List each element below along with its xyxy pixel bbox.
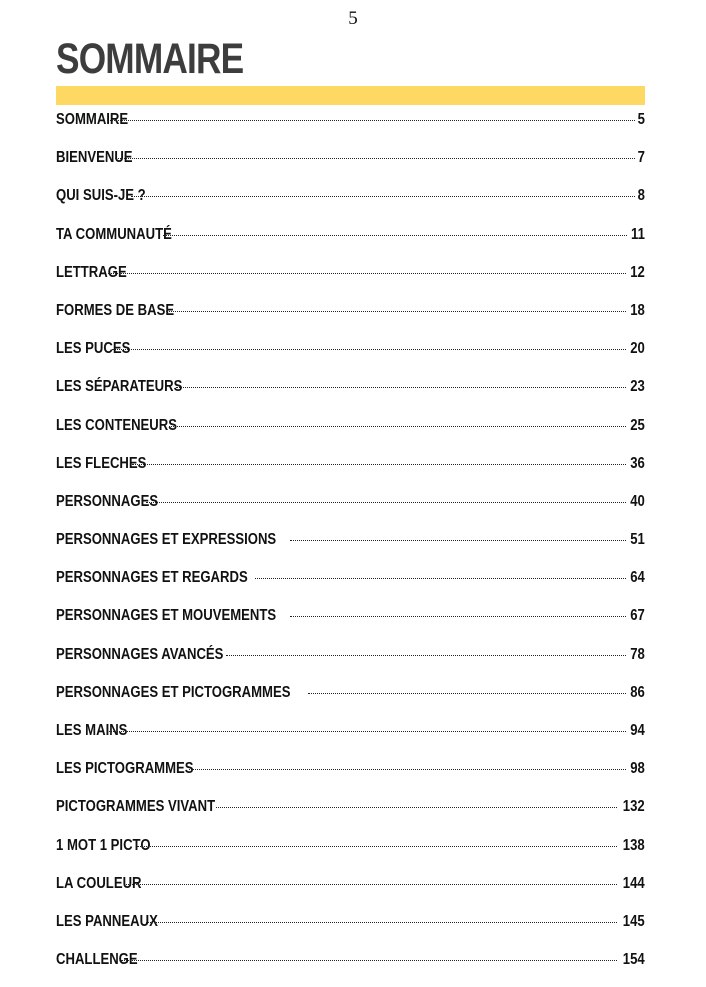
toc-entry-label: PERSONNAGES — [56, 492, 159, 510]
toc-entry[interactable] — [56, 414, 645, 452]
toc-dot-leader — [290, 616, 626, 617]
page-title: SOMMAIRE — [56, 35, 244, 83]
toc-entry-label: LES PICTOGRAMMES — [56, 760, 194, 778]
toc-entry-page-number: 86 — [630, 683, 645, 701]
toc-entry-page-number: 5 — [637, 111, 645, 128]
toc-dot-leader — [255, 578, 626, 579]
toc-entry[interactable] — [56, 566, 645, 604]
title-accent-bar — [56, 86, 645, 105]
toc-entry[interactable] — [56, 948, 645, 986]
toc-entry-page-number: 7 — [637, 149, 645, 167]
toc-dot-leader — [110, 120, 635, 121]
toc-dot-leader — [308, 693, 627, 694]
toc-dot-leader — [226, 655, 626, 656]
toc-entry-label: PERSONNAGES ET MOUVEMENTS — [56, 607, 277, 625]
toc-entry[interactable] — [56, 490, 645, 528]
toc-entry-label: LES PUCES — [56, 340, 131, 358]
toc-entry-label: LETTRAGE — [56, 263, 127, 281]
toc-dot-leader — [132, 464, 626, 465]
toc-entry-label: BIENVENUE — [56, 149, 133, 167]
toc-entry-page-number: 40 — [630, 492, 645, 510]
toc-entry[interactable] — [56, 337, 645, 375]
toc-entry-label: PICTOGRAMMES VIVANT — [56, 798, 216, 816]
toc-entry-page-number: 67 — [630, 607, 645, 625]
toc-entry[interactable] — [56, 604, 645, 642]
toc-dot-leader — [189, 769, 626, 770]
toc-entry-label: PERSONNAGES ET EXPRESSIONS — [56, 531, 277, 549]
toc-entry-page-number: 11 — [631, 225, 645, 243]
toc-dot-leader — [109, 731, 626, 732]
toc-dot-leader — [290, 540, 626, 541]
toc-dot-leader — [163, 235, 627, 236]
toc-entry[interactable] — [56, 528, 645, 566]
toc-entry[interactable] — [56, 681, 645, 719]
toc-entry[interactable] — [56, 757, 645, 795]
toc-entry-label: PERSONNAGES ET PICTOGRAMMES — [56, 683, 291, 701]
toc-entry[interactable] — [56, 910, 645, 948]
toc-entry-page-number: 94 — [630, 722, 645, 739]
toc-entry-page-number: 20 — [630, 340, 645, 358]
toc-dot-leader — [169, 426, 626, 427]
toc-dot-leader — [146, 922, 617, 923]
toc-entry[interactable] — [56, 719, 645, 757]
toc-entry-label: CHALLENGE — [56, 951, 138, 969]
toc-entry-page-number: 25 — [630, 416, 645, 434]
toc-entry-label: FORMES DE BASE — [56, 301, 175, 319]
toc-entry-page-number: 98 — [630, 760, 645, 778]
toc-entry-label: LA COULEUR — [56, 874, 142, 892]
toc-entry-page-number: 154 — [623, 951, 645, 969]
toc-dot-leader — [146, 502, 626, 503]
toc-entry-label: 1 MOT 1 PICTO — [56, 836, 151, 854]
toc-entry-label: LES CONTENEURS — [56, 416, 178, 434]
toc-entry-page-number: 144 — [623, 874, 645, 892]
toc-entry-page-number: 8 — [637, 187, 645, 205]
toc-entry-page-number: 145 — [623, 912, 645, 930]
table-of-contents — [56, 108, 645, 986]
toc-entry-page-number: 12 — [630, 263, 645, 281]
toc-entry[interactable] — [56, 375, 645, 413]
toc-dot-leader — [108, 273, 626, 274]
toc-dot-leader — [176, 387, 626, 388]
toc-entry-page-number: 23 — [630, 378, 645, 396]
toc-entry[interactable] — [56, 795, 645, 833]
toc-dot-leader — [126, 884, 617, 885]
toc-entry[interactable] — [56, 108, 645, 146]
toc-entry-label: PERSONNAGES ET REGARDS — [56, 569, 248, 587]
toc-entry[interactable] — [56, 184, 645, 222]
toc-entry-page-number: 78 — [630, 645, 645, 663]
toc-entry-page-number: 18 — [630, 301, 645, 319]
toc-entry-label: LES FLECHES — [56, 454, 147, 472]
toc-entry-page-number: 51 — [630, 531, 645, 549]
toc-entry-label: PERSONNAGES AVANCÉS — [56, 645, 224, 663]
toc-entry-page-number: 64 — [630, 569, 645, 587]
toc-dot-leader — [121, 960, 617, 961]
toc-entry-label: LES SÉPARATEURS — [56, 378, 183, 396]
toc-entry[interactable] — [56, 299, 645, 337]
toc-entry[interactable] — [56, 223, 645, 261]
toc-dot-leader — [112, 349, 626, 350]
toc-entry-page-number: 36 — [630, 454, 645, 472]
toc-dot-leader — [166, 311, 627, 312]
toc-dot-leader — [137, 846, 617, 847]
page-number: 5 — [348, 8, 358, 29]
toc-entry-label: SOMMAIRE — [56, 111, 129, 128]
toc-entry-label: QUI SUIS-JE ? — [56, 187, 146, 205]
toc-entry[interactable] — [56, 834, 645, 872]
toc-entry[interactable] — [56, 261, 645, 299]
toc-dot-leader — [131, 196, 635, 197]
toc-entry-label: LES PANNEAUX — [56, 912, 158, 930]
toc-entry-page-number: 138 — [623, 836, 645, 854]
toc-entry[interactable] — [56, 643, 645, 681]
toc-dot-leader — [115, 158, 635, 159]
toc-dot-leader — [216, 807, 618, 808]
toc-entry[interactable] — [56, 872, 645, 910]
toc-entry[interactable] — [56, 452, 645, 490]
toc-entry[interactable] — [56, 146, 645, 184]
toc-entry-page-number: 132 — [623, 798, 645, 816]
toc-entry-label: LES MAINS — [56, 722, 128, 739]
toc-entry-label: TA COMMUNAUTÉ — [56, 225, 172, 243]
